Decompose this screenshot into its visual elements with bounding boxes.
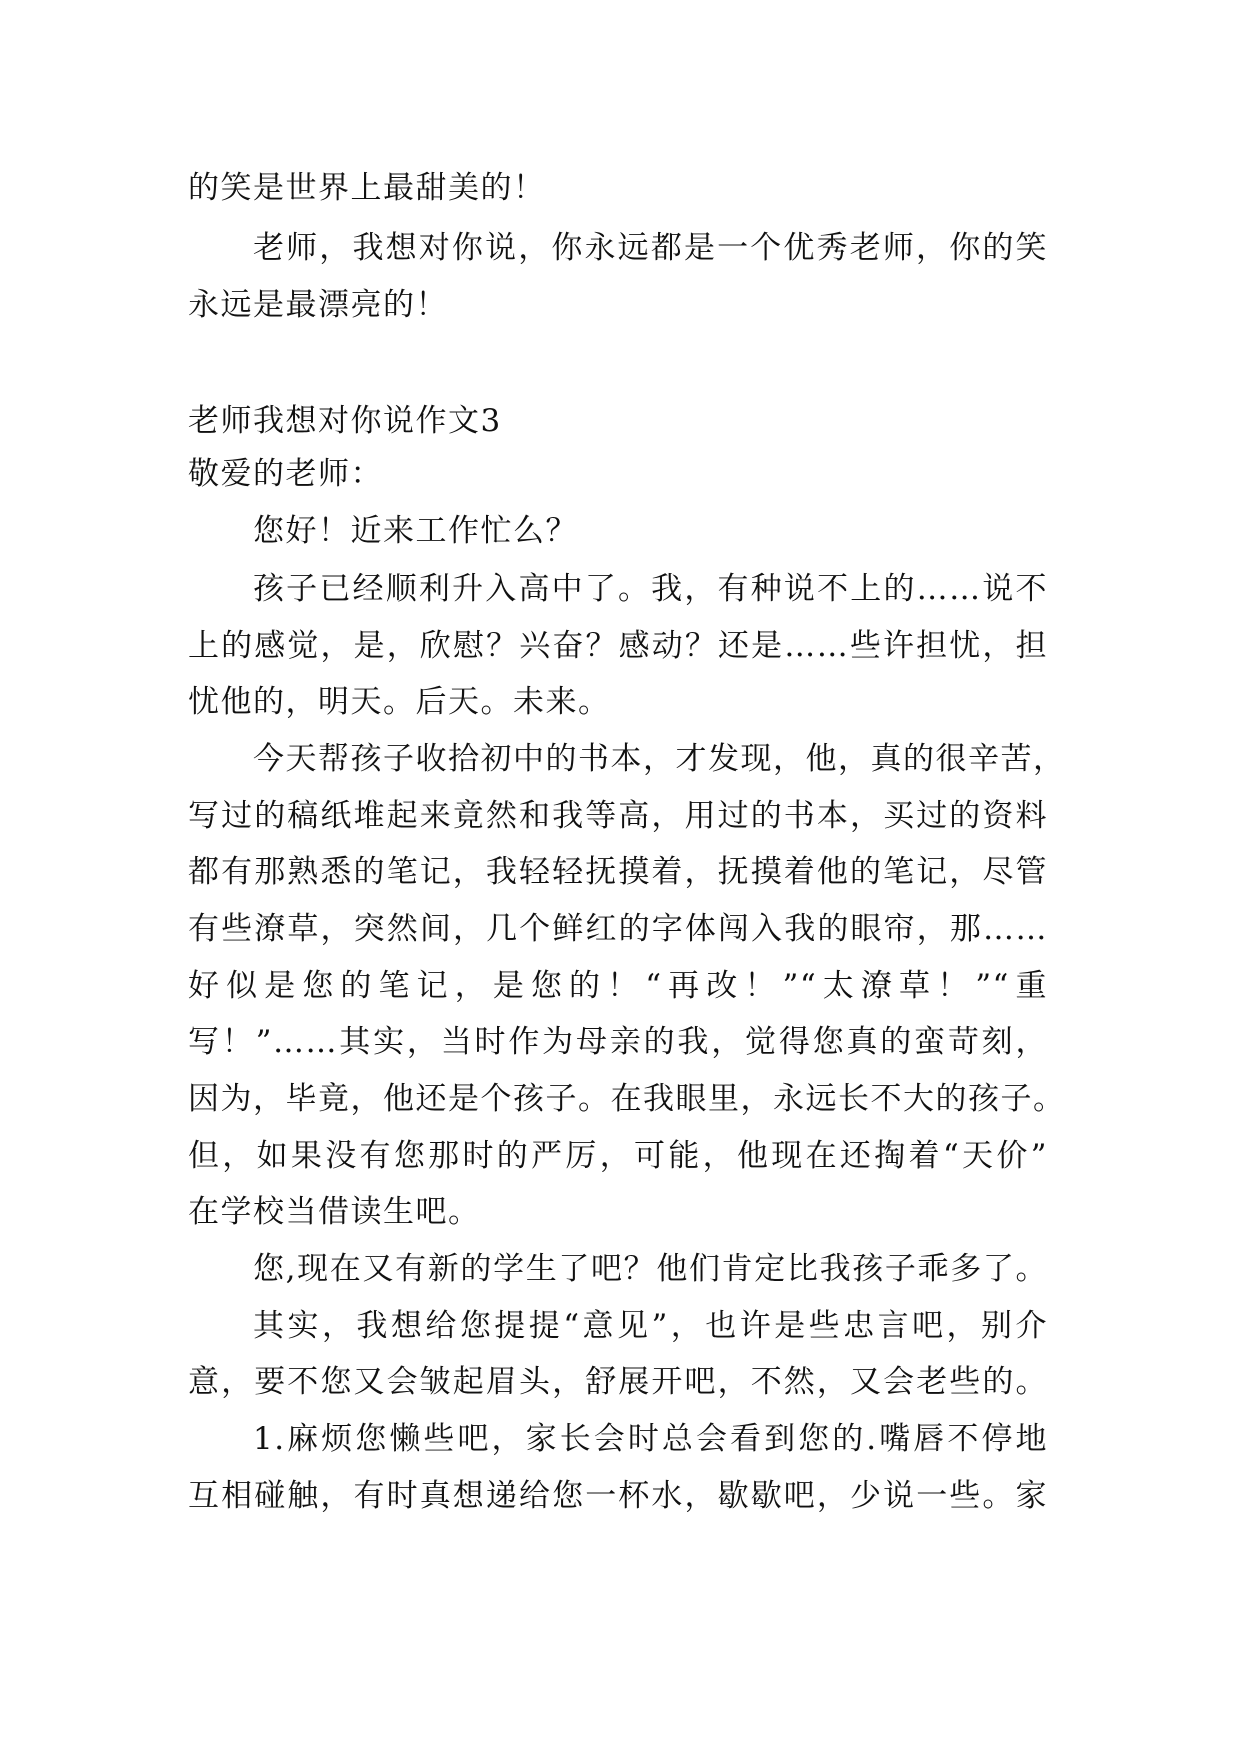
text-line: 的笑是世界上最甜美的！ [188, 170, 546, 206]
text-line: 好似是您的笔记，是您的！“再改！”“太潦草！”“重 [188, 968, 1048, 1004]
text-line: 都有那熟悉的笔记，我轻轻抚摸着，抚摸着他的笔记，尽管 [188, 854, 1048, 890]
text-line: 您,现在又有新的学生了吧？他们肯定比我孩子乖多了。 [253, 1251, 1048, 1287]
text-line: 1.麻烦您懒些吧，家长会时总会看到您的.嘴唇不停地 [253, 1421, 1048, 1457]
salutation: 敬爱的老师： [188, 456, 383, 492]
section-title: 老师我想对你说作文3 [188, 403, 502, 439]
text-line: 今天帮孩子收拾初中的书本，才发现，他，真的很辛苦， [253, 741, 1066, 777]
text-line: 其实，我想给您提提“意见”，也许是些忠言吧，别介 [253, 1308, 1048, 1344]
text-line: 有些潦草，突然间，几个鲜红的字体闯入我的眼帘，那…… [188, 911, 1048, 947]
text-line: 上的感觉，是，欣慰？兴奋？感动？还是……些许担忧，担 [188, 628, 1048, 664]
text-line: 忧他的，明天。后天。未来。 [188, 684, 611, 720]
text-line: 老师，我想对你说，你永远都是一个优秀老师，你的笑 [253, 230, 1048, 266]
text-line: 意，要不您又会皱起眉头，舒展开吧，不然，又会老些的。 [188, 1364, 1048, 1400]
text-line: 因为，毕竟，他还是个孩子。在我眼里，永远长不大的孩子。 [188, 1081, 1066, 1117]
text-line: 孩子已经顺利升入高中了。我，有种说不上的……说不 [253, 571, 1048, 607]
text-line: 但，如果没有您那时的严厉，可能，他现在还掏着“天价” [188, 1138, 1048, 1174]
text-line: 写！”……其实，当时作为母亲的我，觉得您真的蛮苛刻， [188, 1024, 1048, 1060]
text-line: 互相碰触，有时真想递给您一杯水，歇歇吧，少说一些。家 [188, 1478, 1048, 1514]
text-line: 您好！近来工作忙么？ [253, 513, 578, 549]
text-line: 在学校当借读生吧。 [188, 1194, 481, 1230]
text-line: 写过的稿纸堆起来竟然和我等高，用过的书本，买过的资料 [188, 798, 1048, 834]
text-line: 永远是最漂亮的！ [188, 287, 448, 323]
